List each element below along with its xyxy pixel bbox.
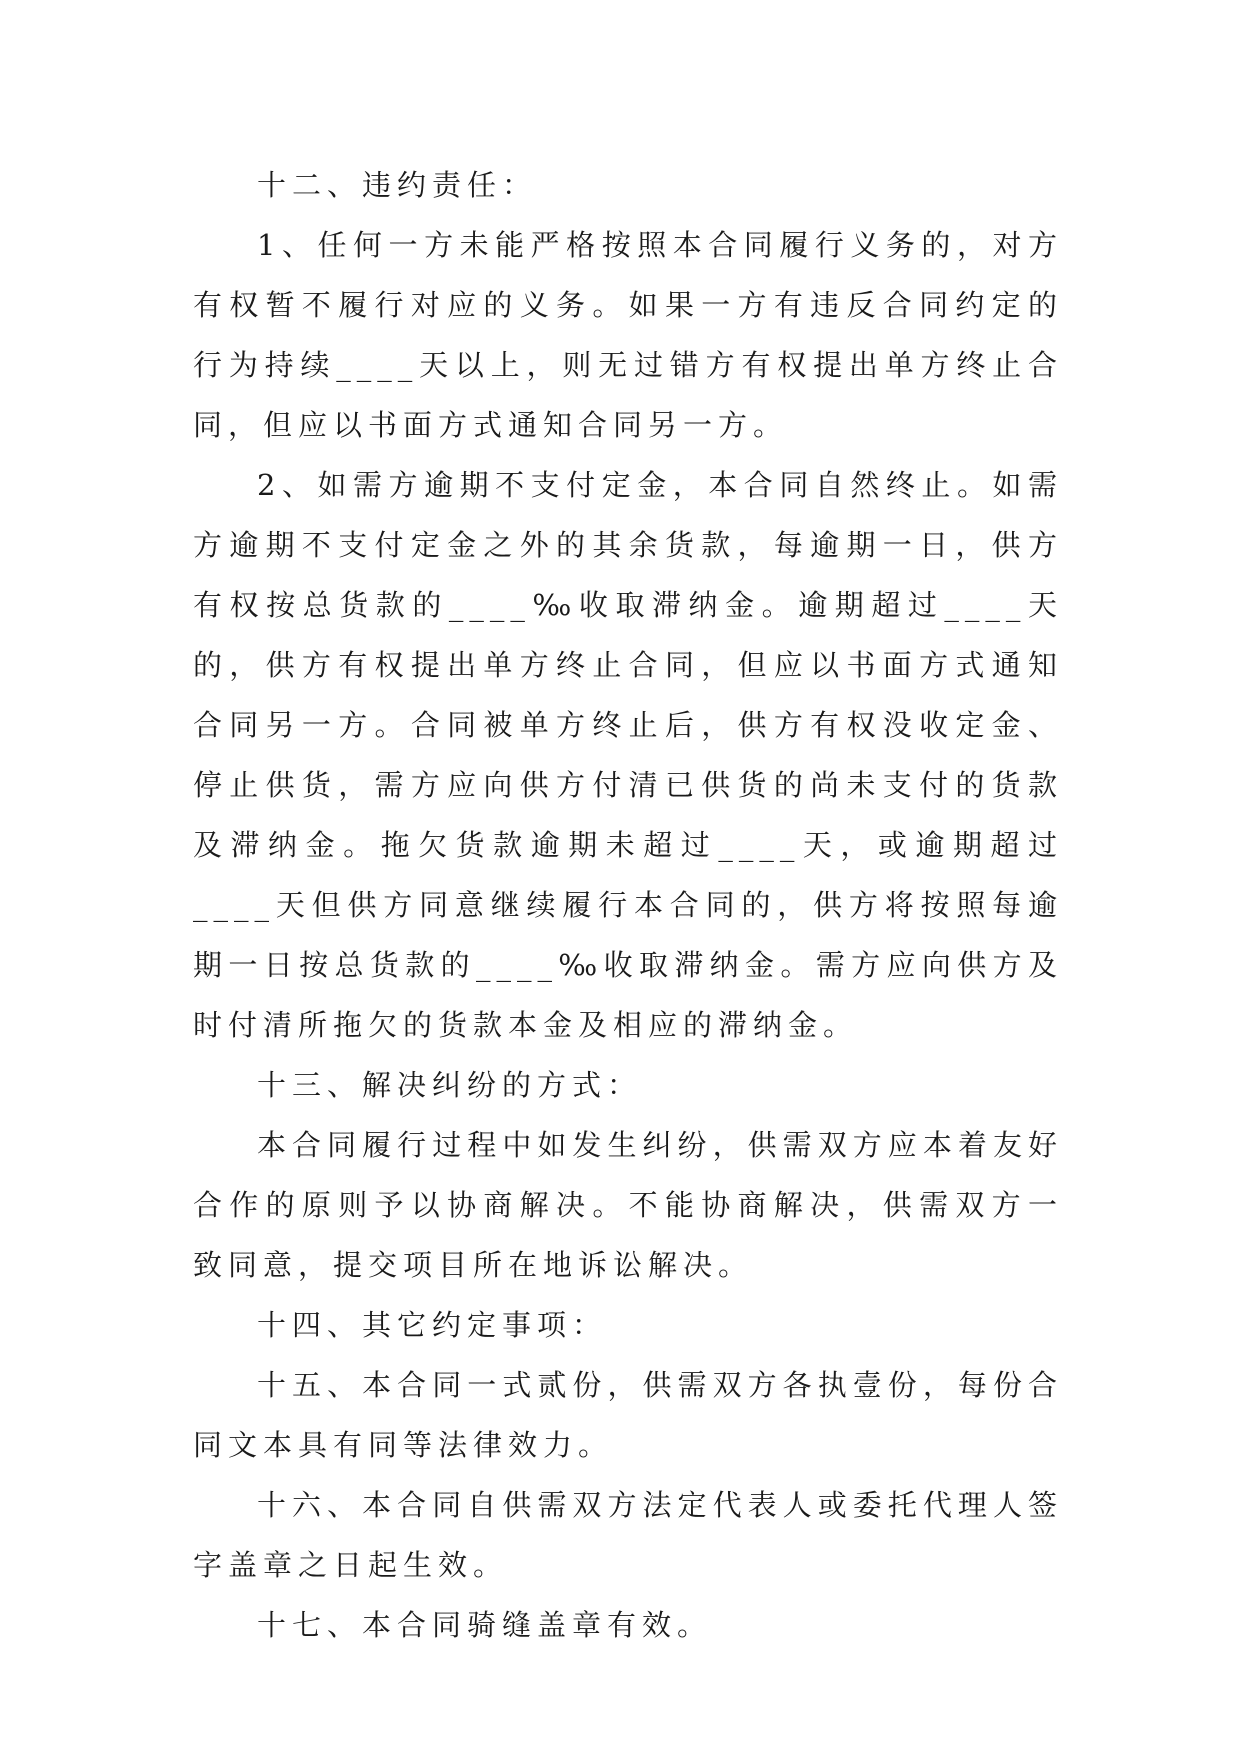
section-16-paragraph: 十六、本合同自供需双方法定代表人或委托代理人签字盖章之日起生效。 [193, 1488, 1063, 1582]
section-heading-other-matters: 十四、其它约定事项： [257, 1308, 608, 1342]
section-17-paragraph: 十七、本合同骑缝盖章有效。 [257, 1608, 713, 1642]
dispute-resolution-paragraph: 本合同履行过程中如发生纠纷，供需双方应本着友好合作的原则予以协商解决。不能协商解决，供需双方一致同意，提交项目所在地诉讼解决。 [193, 1128, 1063, 1282]
document-body [193, 155, 1063, 1655]
section-heading-dispute-resolution: 十三、解决纠纷的方式： [257, 1068, 643, 1102]
section-heading-breach-liability: 十二、违约责任： [257, 168, 538, 202]
clause-1-paragraph: 1、任何一方未能严格按照本合同履行义务的，对方有权暂不履行对应的义务。如果一方有违反合同约定的行为持续____天以上，则无过错方有权提出单方终止合同，但应以书面方式通知合同另一方。 [193, 228, 1063, 442]
clause-2-paragraph: 2、如需方逾期不支付定金，本合同自然终止。如需方逾期不支付定金之外的其余货款，每逾期一日，供方有权按总货款的____‰收取滞纳金。逾期超过____天的，供方有权提出单方终止合同，但应以书面方式通知合同另一方。合同被单方终止后，供方有权没收定金、停止供货，需方应向供方付清已供货的尚未支付的货款及滞纳金。拖欠货款逾期未超过____天，或逾期超过____天但供方同意继续履行本合同的，供方将按照每逾期一日按总货款的____‰收取滞纳金。需方应向供方及时付清所拖欠的货款本金及相应的滞纳金。 [193, 468, 1063, 1042]
section-15-paragraph: 十五、本合同一式贰份，供需双方各执壹份，每份合同文本具有同等法律效力。 [193, 1368, 1063, 1462]
